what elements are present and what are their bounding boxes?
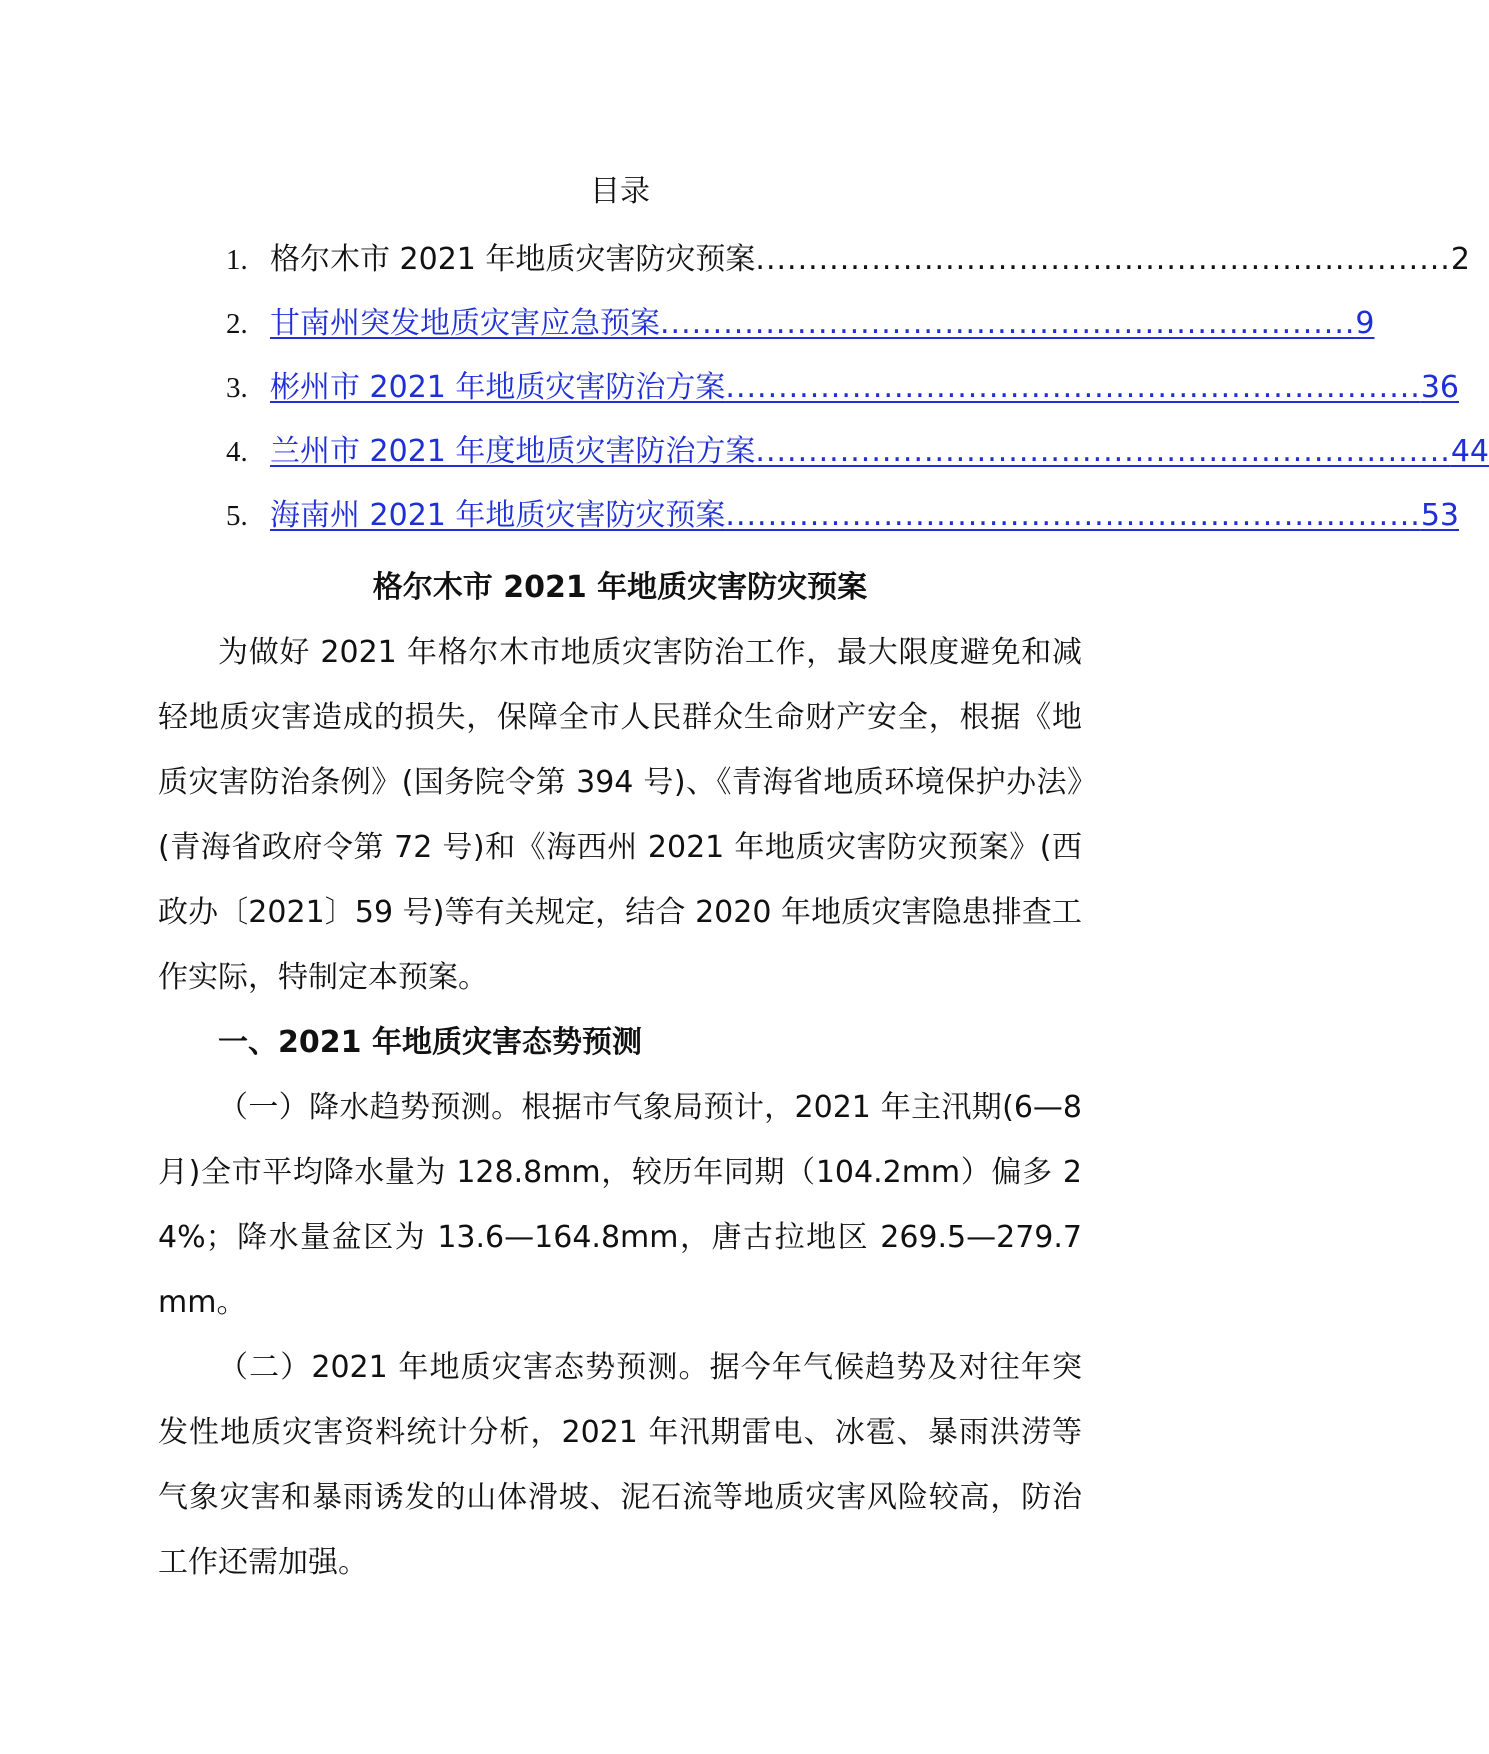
toc-item-number: 5. (226, 500, 248, 532)
toc-link-2[interactable] (270, 304, 1374, 344)
toc-item (226, 240, 1470, 304)
toc-link-4[interactable] (270, 432, 1489, 472)
toc-leader-dots: .................................................................. (725, 370, 1421, 405)
toc-item-text: 彬州市 2021 年地质灾害防治方案 (270, 370, 726, 405)
toc-item-text: 海南州 2021 年地质灾害防灾预案 (270, 498, 726, 533)
toc-item-text: 兰州市 2021 年度地质灾害防治方案 (270, 434, 756, 469)
intro-paragraph: 为做好 2021 年格尔木市地质灾害防治工作，最大限度避免和减轻地质灾害造成的损失，保障全市人民群众生命财产安全，根据《地质灾害防治条例》(国务院令第 394 号)、《青海省地质环境保护办法》(青海省政府令第 72 号)和《海西州 2021 年地质灾害防灾预案》(西政办〔2021〕59 号)等有关规定，结合 2020 年地质灾害隐患排查工作实际，特制定本预案。 (158, 635, 1082, 995)
toc-page-number: 53 (1420, 498, 1459, 533)
toc-page-number: 9 (1355, 306, 1375, 341)
toc-item-number: 3. (226, 372, 248, 404)
toc-item-number: 4. (226, 436, 248, 468)
toc-item (226, 304, 1375, 368)
toc-page-number: 44 (1450, 434, 1489, 469)
toc-leader-dots: .................................................................. (755, 242, 1451, 277)
section-heading: 一、2021 年地质灾害态势预测 (218, 1025, 642, 1060)
toc-link-5[interactable] (270, 496, 1459, 536)
toc-list (226, 240, 1489, 560)
toc-entry-1[interactable] (270, 240, 1470, 280)
toc-title: 目录 (590, 174, 650, 209)
toc-item-text: 格尔木市 2021 年地质灾害防灾预案 (270, 242, 756, 277)
document-body (158, 620, 1082, 1595)
toc-item-number: 2. (226, 308, 248, 340)
document-title: 格尔木市 2021 年地质灾害防灾预案 (372, 570, 868, 605)
rainfall-forecast-paragraph: （一）降水趋势预测。根据市气象局预计，2021 年主汛期(6—8 月)全市平均降水量为 128.8mm，较历年同期（104.2mm）偏多 24%；降水量盆区为 13.6—164.8mm，唐古拉地区 269.5—279.7mm。 (158, 1090, 1082, 1320)
toc-item (226, 496, 1459, 560)
toc-item-text: 甘南州突发地质灾害应急预案 (270, 306, 660, 341)
hazard-forecast-paragraph: （二）2021 年地质灾害态势预测。据今年气候趋势及对往年突发性地质灾害资料统计分析，2021 年汛期雷电、冰雹、暴雨洪涝等气象灾害和暴雨诱发的山体滑坡、泥石流等地质灾害风险较高，防治工作还需加强。 (158, 1350, 1082, 1580)
toc-item (226, 432, 1489, 496)
toc-leader-dots: .................................................................. (725, 498, 1421, 533)
toc-page-number: 36 (1420, 370, 1459, 405)
toc-item-number: 1. (226, 244, 248, 276)
toc-item (226, 368, 1459, 432)
toc-leader-dots: .................................................................. (660, 306, 1356, 341)
toc-link-3[interactable] (270, 368, 1459, 408)
toc-leader-dots: .................................................................. (755, 434, 1451, 469)
toc-page-number: 2 (1450, 242, 1470, 277)
